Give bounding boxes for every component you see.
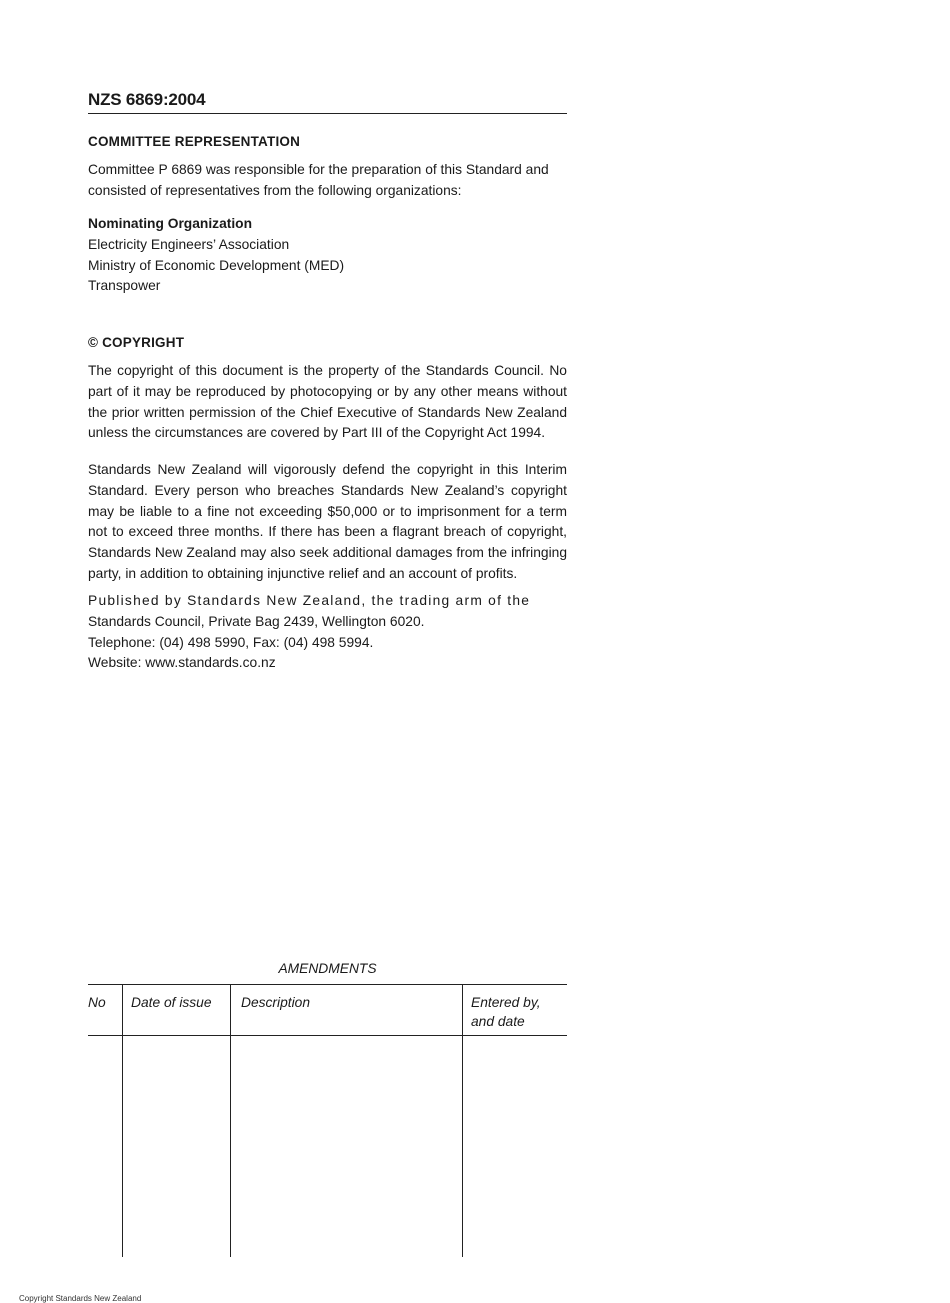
standard-number: NZS 6869:2004 [88,90,567,114]
column-divider [230,985,231,1257]
copyright-heading: © COPYRIGHT [88,335,185,350]
committee-intro-line: Committee P 6869 was responsible for the preparation of this Standard and [88,162,549,177]
amendments-table [88,984,567,1257]
copyright-paragraph-2: Standards New Zealand will vigorously defend the copyright in this Interim Standard. Every person who breaches Standards New Zealand’s copyright may be liable to a fine not exceeding $50,000 or to imprisonment for a term not to exceed three months. If there has been a flagrant breach of copyright, Standards New Zealand may also seek additional damages from the infringing party, in addition to obtaining injunctive relief and an account of profits. [88,462,567,581]
column-header-no: No [88,995,106,1010]
publisher-line: Published by Standards New Zealand, the trading arm of the [88,593,531,608]
column-divider [122,985,123,1257]
publisher-website: Website: www.standards.co.nz [88,655,276,671]
publisher-address: Standards Council, Private Bag 2439, Wellington 6020. [88,613,425,629]
organization-item: Electricity Engineers’ Association [88,236,290,252]
committee-intro-line: consisted of representatives from the following organizations: [88,182,462,198]
copyright-paragraph-1: The copyright of this document is the property of the Standards Council. No part of it may be reproduced by photocopying or by any other means without the prior written permission of the Chief Executive of Standards New Zealand unless the circumstances are covered by Part III of the Copyright Act 1994. [88,363,567,441]
nominating-organizations [88,214,567,297]
amendments-header-rule [88,1035,567,1036]
committee-heading: COMMITTEE REPRESENTATION [88,134,301,149]
nominating-heading: Nominating Organization [88,216,253,231]
publisher-info [88,591,567,674]
publisher-phone-fax: Telephone: (04) 498 5990, Fax: (04) 498 5994. [88,634,374,650]
committee-intro [88,160,567,202]
footer-copyright-note: Copyright Standards New Zealand [19,1294,142,1303]
column-header-entered-by: Entered by, and date [471,995,541,1029]
organization-item: Transpower [88,278,161,294]
amendments-title: AMENDMENTS [278,961,377,976]
column-header-date-of-issue: Date of issue [131,995,212,1010]
organization-item: Ministry of Economic Development (MED) [88,257,345,273]
column-divider [462,985,463,1257]
column-header-description: Description [241,995,311,1010]
